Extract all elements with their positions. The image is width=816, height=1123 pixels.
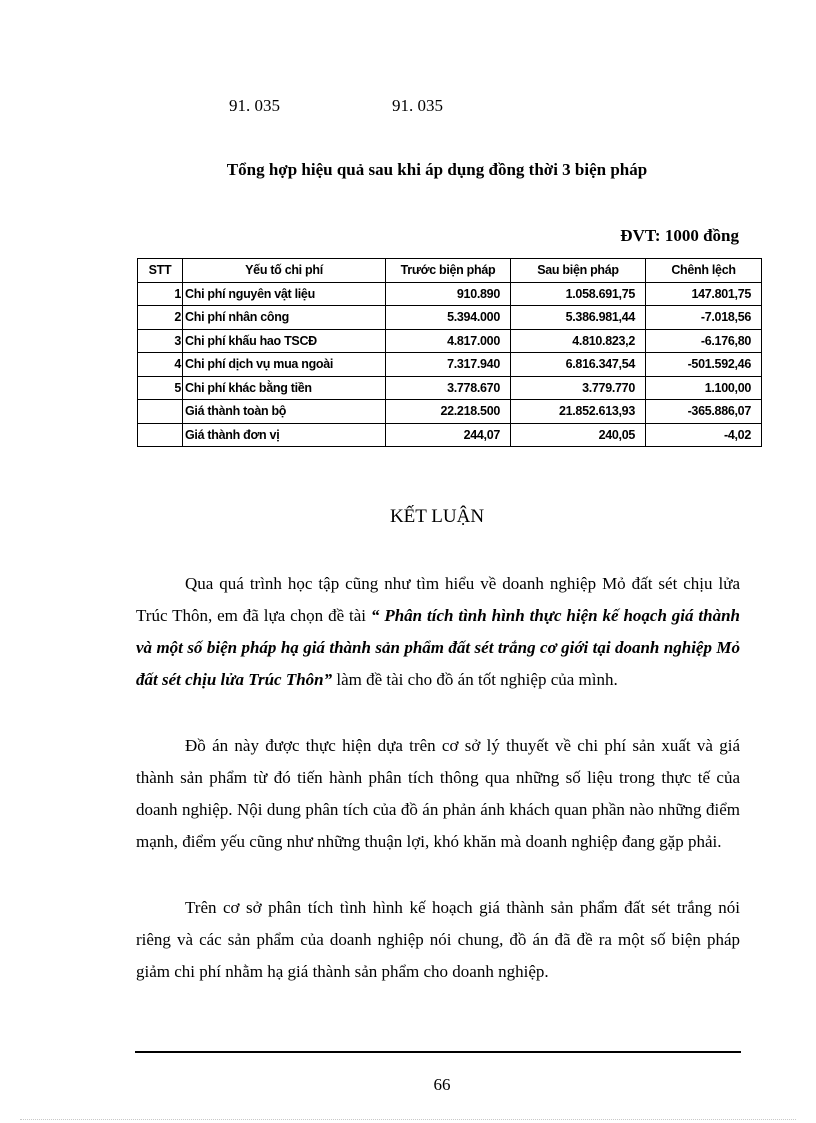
unit-label: ĐVT: 1000 đồng [620, 226, 739, 245]
header-cost-factor: Yếu tố chi phí [183, 259, 386, 283]
cell-after: 6.816.347,54 [511, 353, 646, 377]
table-title: Tổng hợp hiệu quả sau khi áp dụng đồng thời 3 biện pháp [226, 160, 648, 179]
page-bottom-edge [20, 1119, 796, 1120]
cell-before: 910.890 [386, 282, 511, 306]
table-header-row [138, 259, 762, 283]
paragraph-2 [136, 730, 740, 858]
table-row [138, 353, 762, 377]
cell-before: 5.394.000 [386, 306, 511, 330]
table-row [138, 376, 762, 400]
table-row-total [138, 400, 762, 424]
cell-after: 3.779.770 [511, 376, 646, 400]
cell-before: 3.778.670 [386, 376, 511, 400]
cell-stt: 4 [138, 353, 183, 377]
cell-after: 1.058.691,75 [511, 282, 646, 306]
cell-cost-factor: Giá thành đơn vị [183, 423, 386, 447]
cell-stt: 2 [138, 306, 183, 330]
cost-summary-table [137, 258, 762, 447]
cell-difference: 1.100,00 [646, 376, 762, 400]
cell-cost-factor: Chi phí khác bằng tiền [183, 376, 386, 400]
cell-before: 4.817.000 [386, 329, 511, 353]
cell-difference: -6.176,80 [646, 329, 762, 353]
cell-difference: -501.592,46 [646, 353, 762, 377]
table-row-unit-cost [138, 423, 762, 447]
top-value-right: 91. 035 [392, 96, 443, 115]
page-number: 66 [433, 1075, 451, 1094]
cell-difference: 147.801,75 [646, 282, 762, 306]
paragraph-1-end: làm đề tài cho đồ án tốt nghiệp của mình. [336, 670, 618, 689]
footer-rule [135, 1051, 741, 1053]
cell-difference: -4,02 [646, 423, 762, 447]
table-row [138, 306, 762, 330]
cell-stt [138, 423, 183, 447]
cell-before: 22.218.500 [386, 400, 511, 424]
cell-stt: 3 [138, 329, 183, 353]
cell-after: 4.810.823,2 [511, 329, 646, 353]
cell-before: 7.317.940 [386, 353, 511, 377]
cell-after: 5.386.981,44 [511, 306, 646, 330]
top-value-left: 91. 035 [229, 96, 280, 115]
cell-after: 21.852.613,93 [511, 400, 646, 424]
cell-stt [138, 400, 183, 424]
cell-cost-factor: Chi phí nhân công [183, 306, 386, 330]
cell-before: 244,07 [386, 423, 511, 447]
cell-stt: 1 [138, 282, 183, 306]
cell-cost-factor: Giá thành toàn bộ [183, 400, 386, 424]
table-row [138, 282, 762, 306]
header-after: Sau biện pháp [511, 259, 646, 283]
paragraph-3-text: Trên cơ sở phân tích tình hình kế hoạch giá thành sản phẩm đất sét trắng nói riêng và các sản phẩm của doanh nghiệp nói chung, đồ án đã đề ra một số biện pháp giảm chi phí nhằm hạ giá thành sản phẩm cho doanh nghiệp. [136, 898, 740, 981]
cell-stt: 5 [138, 376, 183, 400]
paragraph-1 [136, 568, 740, 696]
paragraph-2-text: Đồ án này được thực hiện dựa trên cơ sở lý thuyết về chi phí sản xuất và giá thành sản phẩm từ đó tiến hành phân tích thông qua những số liệu trong thực tế của doanh nghiệp. Nội dung phân tích của đồ án phản ánh khách quan phần nào những điểm mạnh, điểm yếu cũng như những thuận lợi, khó khăn mà doanh nghiệp đang gặp phải. [136, 736, 740, 851]
cell-difference: -365.886,07 [646, 400, 762, 424]
thesis-topic: “ Phân tích tình hình thực hiện kế hoạch giá thành và một số biện pháp hạ giá thành sản phẩm đất sét trắng cơ giới tại doanh nghiệp Mỏ đất sét chịu lửa Trúc Thôn” [136, 606, 741, 689]
header-before: Trước biện pháp [386, 259, 511, 283]
cell-cost-factor: Chi phí nguyên vật liệu [183, 282, 386, 306]
cell-difference: -7.018,56 [646, 306, 762, 330]
header-difference: Chênh lệch [646, 259, 762, 283]
cell-cost-factor: Chi phí khấu hao TSCĐ [183, 329, 386, 353]
cell-after: 240,05 [511, 423, 646, 447]
table-row [138, 329, 762, 353]
section-heading: KẾT LUẬN [389, 506, 485, 527]
cell-cost-factor: Chi phí dịch vụ mua ngoài [183, 353, 386, 377]
paragraph-3 [136, 892, 740, 988]
paragraph-1-text: Qua quá trình học tập cũng như tìm hiểu về doanh nghiệp Mỏ đất sét chịu lửa Trúc Thôn, em đã lựa chọn đề tài [136, 574, 740, 625]
header-stt: STT [138, 259, 183, 283]
